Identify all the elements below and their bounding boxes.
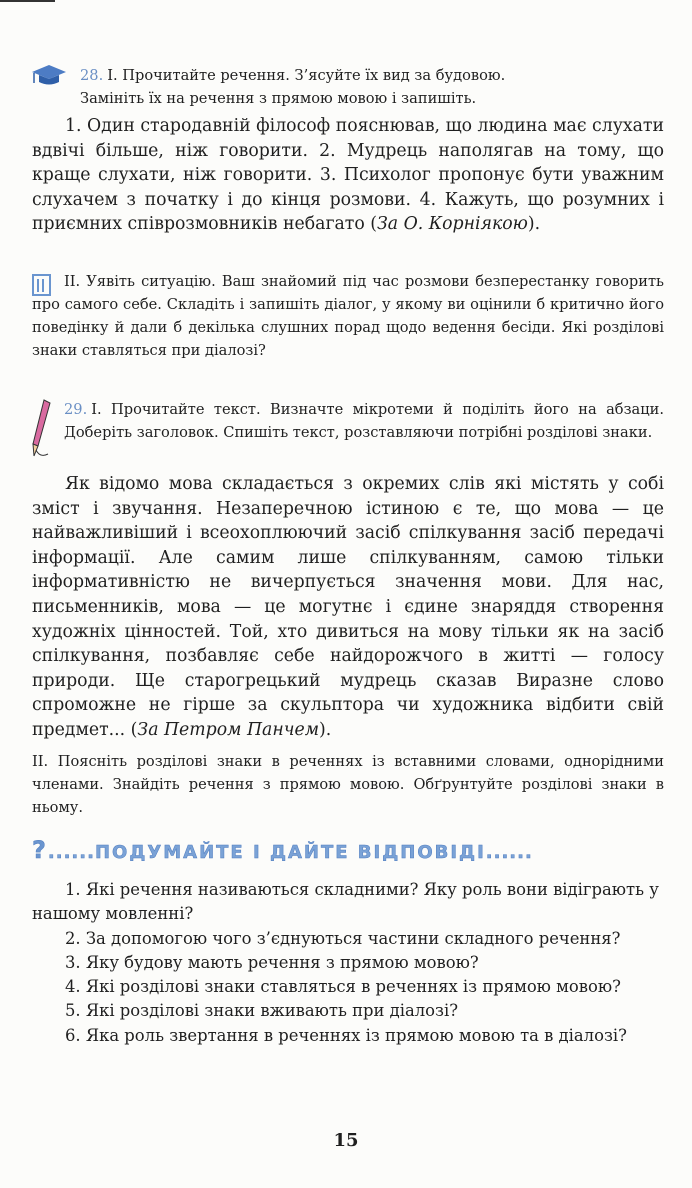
question-item: 1. Які речення називаються складними? Яку роль вони відіграють у нашому мовленні? — [32, 880, 659, 924]
task-28-part1-line1: I. Прочитайте речення. З’ясуйте їх вид за будовою. — [107, 67, 506, 84]
heading-dots-left: ...... — [47, 842, 95, 863]
task-28-instructions — [80, 64, 670, 110]
task-28-part2: II. Уявіть ситуацію. Ваш знайомий під час розмови безперестанку говорить про самого себе. Складіть і запишіть діалог, у якому ви оцінили б критично його поведінку й дали б декілька слушних порад щодо ведення бесіди. Які розділові знаки ставляться при діалозі? — [32, 273, 664, 359]
question-item: 2. За допомогою чого з’єднуються частини складного речення? — [65, 928, 621, 948]
task-28-source: За О. Корніякою — [377, 214, 528, 235]
task-28-number: 28. — [80, 67, 104, 84]
page-number: 15 — [333, 1130, 359, 1151]
task-29-part1: I. Прочитайте текст. Визначте мікротеми й поділіть його на абзаци. Доберіть заголовок. Спишіть текст, розставляючи потрібні розділові знаки. — [64, 401, 664, 441]
graduation-cap-icon — [30, 62, 68, 92]
task-29-passage: Як відомо мова складається з окремих слів які містять у собі зміст і звучання. Незаперечною істиною є те, що мова — це найважливіший і всеохоплюючий засіб спілкування засіб передачі інформації. Але самим лише спілкуванням, самою тільки інформативністю не вичерпується значення мови. Для нас, письменників, мова — це могутнє і єдине знаряддя створення художніх цінностей. Той, хто дивиться на мову тільки як на засіб спілкування, позбавляє себе найдорожчого в житті — голосу природи. Ще старогрецький мудрець сказав Виразне слово спроможне не гірше за скульптора чи художника відбити свій предмет... — [32, 474, 664, 740]
question-item: 6. Яка роль звертання в реченнях із прямою мовою та в діалозі? — [65, 1025, 627, 1045]
questions-list — [32, 878, 664, 1048]
task-29-instructions — [64, 398, 664, 444]
section-title: ПОДУМАЙТЕ І ДАЙТЕ ВІДПОВІДІ — [94, 842, 486, 863]
task-29-number: 29. — [64, 401, 88, 418]
heading-dots-right: ...... — [485, 842, 533, 863]
question-item: 4. Які розділові знаки ставляться в реченнях із прямою мовою? — [65, 977, 621, 997]
task-28-part1-line2: Замініть їх на речення з прямою мовою і запишіть. — [80, 90, 477, 107]
question-item: 5. Які розділові знаки вживають при діалозі? — [65, 1001, 458, 1021]
pencil-icon — [30, 398, 54, 464]
top-rule — [0, 0, 55, 2]
task-29-source: За Петром Панчем — [137, 719, 320, 740]
task-28-sentences: 1. Один стародавній філософ пояснював, що людина має слухати вдвічі більше, ніж говорити. 2. Мудрець наполягав на тому, що краще слухати, ніж говорити. 3. Психолог пропонує бути уважним слухачем з початку і до кінця розмови. 4. Кажуть, що розумних і приємних співрозмовників небагато — [32, 116, 664, 235]
task-28-text: 1. Один стародавній філософ пояснював, що людина має слухати вдвічі більше, ніж говорити. 2. Мудрець наполягав на тому, що краще слухати, ніж говорити. 3. Психолог пропонує бути уважним слухачем з початку і до кінця розмови. 4. Кажуть, що розумних і приємних співрозмовників небагато (За О. Корніякою). — [32, 116, 664, 235]
question-mark-icon: ? — [32, 836, 48, 864]
task-29-text: Як відомо мова складається з окремих слів які містять у собі зміст і звучання. Незаперечною істиною є те, що мова — це найважливіший і всеохоплюючий засіб спілкування засіб передачі інформації. Але самим лише спілкуванням, самою тільки інформативністю не вичерпується значення мови. Для нас, письменників, мова — це могутнє і єдине знаряддя створення художніх цінностей. Той, хто дивиться на мову тільки як на засіб спілкування, позбавляє себе найдорожчого в житті — голосу природи. Ще старогрецький мудрець сказав Виразне слово спроможне не гірше за скульптора чи художника відбити свій предмет... (За Петром Панчем). — [32, 474, 664, 740]
section-heading — [32, 836, 672, 872]
task-29-part2: II. Поясніть розділові знаки в реченнях із вставними словами, однорідними членами. Знайдіть речення з прямою мовою. Обґрунтуйте розділові знаки в ньому. — [32, 753, 664, 816]
question-item: 3. Яку будову мають речення з прямою мовою? — [65, 952, 479, 972]
